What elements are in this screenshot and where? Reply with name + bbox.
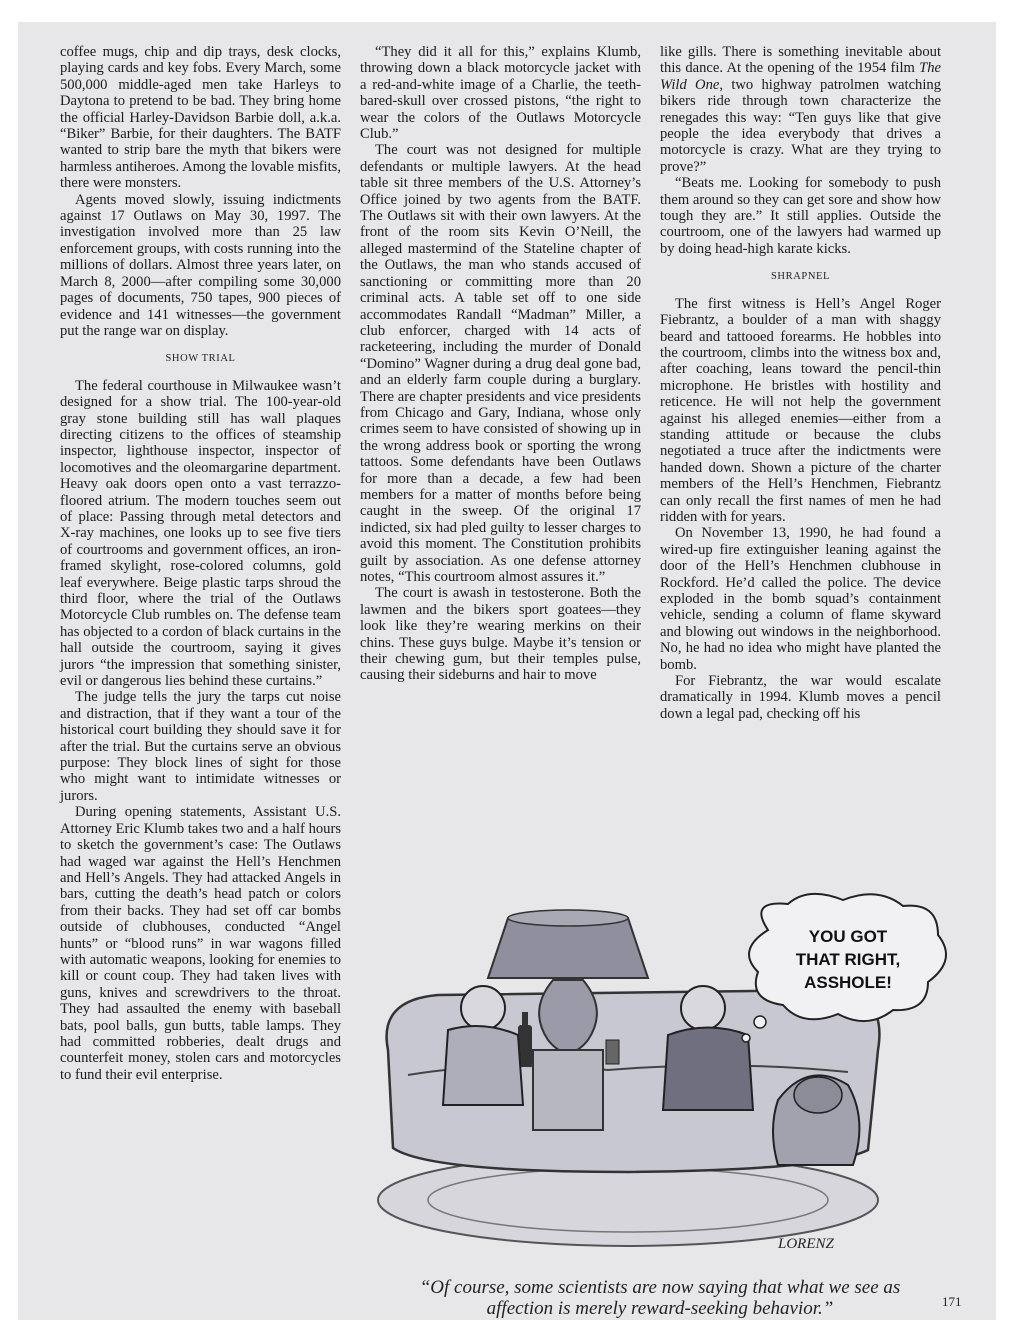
paragraph: For Fiebrantz, the war would escalate dramatically in 1994. Klumb moves a pencil down a legal pad, checking off his bbox=[660, 673, 941, 722]
cartoon-caption bbox=[370, 1277, 950, 1319]
film-title: The Wild One bbox=[660, 60, 941, 93]
paragraph: On November 13, 1990, he had found a wired-up fire extinguisher leaning against the door of the Hell’s Henchmen clubhouse in Rockford. He’d called the police. The device exploded in the bomb squad’s containment vehicle, sending a column of flame skyward and blowing out windows in the neighborhood. No, he had no idea who might have planted the bomb. bbox=[660, 525, 941, 673]
man-right bbox=[681, 986, 725, 1030]
paragraph: During opening statements, Assistant U.S. Attorney Eric Klumb takes two and a half hours to sketch the government’s case: The Outlaws had waged war against the Hell’s Henchmen and Hell’s Angels. They had attacked Angels in bars, cutting the death’s head patch or colors from their backs. They had set off car bombs outside of clubhouses, conducted “Angel hunts” or “blood runs” in war wagons filled with automatic weapons, looking for enemies to kill or count coup. They had taken lives with guns, knives and screwdrivers to the throat. They had assaulted the enemy with baseball bats, pool balls, gun butts, table lamps. They had committed robberies, dealt drugs and counterfeit money, stolen cars and motorcycles to fund their evil enterprise. bbox=[60, 804, 341, 1083]
cartoon-illustration bbox=[348, 890, 968, 1270]
paragraph: The court was not designed for multiple defendants or multiple lawyers. At the head table sit three members of the U.S. Attorney’s Office joined by two agents from the BATF. The Outlaws sit with their own lawyers. At the front of the room sits Kevin O’Neill, the alleged mastermind of the Stateline chapter of the Outlaws, the man who stands accused of sanctioning or committing more than 20 criminal acts. A table set off to one side accommodates Randall “Madman” Miller, a club enforcer, charged with 14 acts of racketeering, including the murder of Donald “Domino” Wagner during a drug deal gone bad, and an elderly farm couple during a burglary. There are chapter presidents and vice presidents from Chicago and Gary, Indiana, whose only crimes seem to have consisted of showing up in the wrong address book or sporting the wrong tattoos. Some defendants have been Outlaws for more than a decade, a few had been members for a matter of months before being caught in the sweep. Of the original 17 indicted, six had pled guilty to lesser charges to avoid this moment. The Constitution prohibits guilt by association. As one defense attorney notes, “This courtroom almost assures it.” bbox=[360, 142, 641, 585]
paragraph: “They did it all for this,” explains Klumb, throwing down a black motorcycle jacket with a red-and-white image of a Charlie, the teeth-bared-skull over crossed pistons, “the right to wear the colors of the Outlaws Motorcycle Club.” bbox=[360, 44, 641, 143]
paragraph: The federal courthouse in Milwaukee wasn’t designed for a show trial. The 100-year-old gray stone building still has wall plaques directing citizens to the offices of steamship inspector, lighthouse inspector, inspector of locomotives and the oleomargarine department. Heavy oak doors open onto a vast terrazzo-floored atrium. The modern touches seem out of place: Passing through metal detectors and X-ray machines, one looks up to see five tiers of courtrooms and government offices, an iron-framed skylight, rose-colored columns, gold leaf everywhere. Beige plastic tarps shroud the third floor, where the trial of the Outlaws Motorcycle Club rumbles on. The defense team has objected to a cordon of black curtains in the hall outside the courtroom, saying it gives jurors “the impression that something sinister, evil or dangerous lies behind these curtains.” bbox=[60, 377, 341, 690]
bubble-text: ASSHOLE! bbox=[804, 973, 892, 992]
subhead-show-trial: SHOW TRIAL bbox=[165, 353, 236, 365]
subhead-shrapnel: SHRAPNEL bbox=[770, 271, 831, 283]
glass bbox=[606, 1040, 619, 1064]
text-column-2 bbox=[360, 44, 641, 684]
bubble-text: YOU GOT bbox=[808, 927, 888, 946]
text-run: like gills. There is something inevitable about this dance. At the opening of the 1954 film bbox=[660, 44, 941, 77]
paragraph: The judge tells the jury the tarps cut noise and distraction, that if they want a tour of the historical court building they should save it for after the trial. But the curtains serve an obvious purpose: They block lines of sight for those who might want to intimidate witnesses or jurors. bbox=[60, 689, 341, 804]
paragraph: The first witness is Hell’s Angel Roger Fiebrantz, a boulder of a man with shaggy beard and tattooed forearms. He hobbles into the courtroom, climbs into the witness box and, after coaching, leans toward the pencil-thin microphone. He bristles with hostility and reticence. He will not help the government against his alleged enemies—either from a standing attitude or because the clubs negotiated a truce after the indictments were handed down. Shown a picture of the charter members of the Hell’s Henchmen, Fiebrantz can only recall the first names of men he had ridden with for years. bbox=[660, 295, 941, 525]
paragraph: “Beats me. Looking for somebody to push them around so they can get sore and show how tough they are.” It still applies. Outside the courtroom, one of the lawyers had warmed up by doing head-high karate kicks. bbox=[660, 175, 941, 257]
caption-line: “Of course, some scientists are now saying that what we see as bbox=[419, 1277, 901, 1298]
page-number: 171 bbox=[942, 1294, 962, 1309]
magazine-page bbox=[18, 22, 996, 1320]
lamp-shade bbox=[488, 918, 648, 978]
text-column-1 bbox=[60, 44, 341, 1083]
text-run: , two highway patrolmen watching bikers ride through town characterize the renegades this way: “Ten guys like that give people the idea everybody that drives a motorcycle is crazy. What are they trying to prove?” bbox=[660, 76, 941, 175]
bubble-text: THAT RIGHT, bbox=[795, 950, 901, 969]
paragraph: The court is awash in testosterone. Both the lawmen and the bikers sport goatees—they look like they’re wearing merkins on their chins. These guys bulge. Maybe it’s tension or their chewing gum, but their temples pulse, causing their sideburns and hair to move bbox=[360, 585, 641, 684]
paragraph bbox=[660, 44, 941, 175]
text-column-3 bbox=[660, 44, 941, 722]
paragraph: Agents moved slowly, issuing indictments against 17 Outlaws on May 30, 1997. The investigation involved more than 25 law enforcement groups, with costs running into the millions of dollars. Almost three years later, on March 8, 2000—after compiling some 30,000 pages of documents, 750 tapes, 900 pieces of evidence and 141 witnesses—the government put the range war on display. bbox=[60, 191, 341, 339]
man-left bbox=[461, 986, 505, 1030]
paragraph: coffee mugs, chip and dip trays, desk clocks, playing cards and key fobs. Every March, some 500,000 middle-aged men take Harleys to Daytona to pretend to be bad. They bring home the official Harley-Davidson Barbie doll, a.k.a. “Biker” Barbie, for their daughters. The BATF wanted to strip bare the myth that bikers were harmless antiheroes. Among the lovable misfits, there were monsters. bbox=[60, 44, 341, 192]
caption-line: affection is merely reward-seeking behavior.” bbox=[486, 1298, 834, 1319]
artist-signature: LORENZ bbox=[778, 1236, 834, 1252]
